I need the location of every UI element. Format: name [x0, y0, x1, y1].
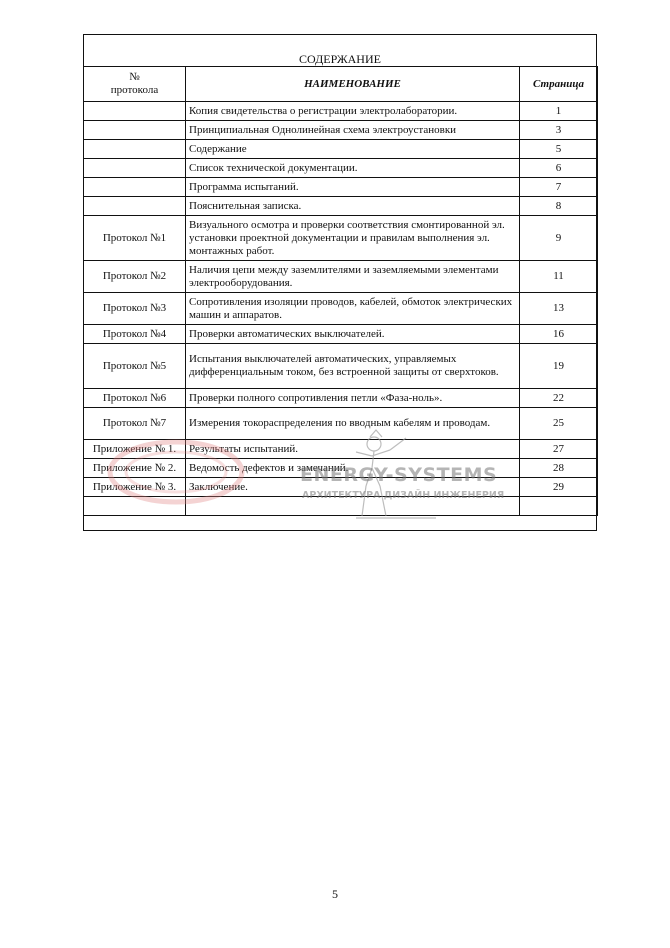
row-protocol: Протокол №6: [84, 389, 186, 408]
row-name: Наличия цепи между заземлителями и заземляемыми элементами электрооборудования.: [186, 261, 520, 293]
row-page: 8: [520, 197, 598, 216]
row-name: Проверки полного сопротивления петли «Фаза-ноль».: [186, 389, 520, 408]
table-row: [84, 197, 598, 216]
table-row: [84, 121, 598, 140]
row-name: Заключение.: [186, 478, 520, 497]
row-page: 9: [520, 216, 598, 261]
row-protocol: [84, 102, 186, 121]
row-page: 29: [520, 478, 598, 497]
table-row: [84, 344, 598, 389]
table-row: [84, 216, 598, 261]
row-protocol: Протокол №4: [84, 325, 186, 344]
row-name: Пояснительная записка.: [186, 197, 520, 216]
table-row: [84, 389, 598, 408]
row-protocol: Протокол №3: [84, 293, 186, 325]
row-protocol: [84, 159, 186, 178]
row-protocol: Приложение № 2.: [84, 459, 186, 478]
table-row: [84, 159, 598, 178]
logo-brand-text: ENERGY-SYSTEMS: [300, 464, 498, 486]
table-row: [84, 140, 598, 159]
row-page: 25: [520, 408, 598, 440]
row-name: Программа испытаний.: [186, 178, 520, 197]
contents-frame: [83, 34, 597, 531]
row-page: 27: [520, 440, 598, 459]
row-page: 13: [520, 293, 598, 325]
page-number: 5: [332, 887, 338, 901]
header-page: Страница: [520, 67, 598, 102]
row-protocol: [84, 178, 186, 197]
table-row: [84, 440, 598, 459]
row-protocol: Протокол №7: [84, 408, 186, 440]
row-name: [186, 497, 520, 516]
row-page: 19: [520, 344, 598, 389]
row-protocol: [84, 197, 186, 216]
table-row: [84, 408, 598, 440]
row-protocol: Приложение № 1.: [84, 440, 186, 459]
row-protocol: [84, 140, 186, 159]
row-name: Принципиальная Однолинейная схема электроустановки: [186, 121, 520, 140]
row-page: 11: [520, 261, 598, 293]
row-page: 16: [520, 325, 598, 344]
contents-title: СОДЕРЖАНИЕ: [299, 52, 381, 66]
table-row: [84, 459, 598, 478]
row-protocol: [84, 497, 186, 516]
row-name: Сопротивления изоляции проводов, кабелей, обмоток электрических машин и аппаратов.: [186, 293, 520, 325]
header-num-label: протокола: [110, 84, 159, 96]
row-name: Копия свидетельства о регистрации электролаборатории.: [186, 102, 520, 121]
row-protocol: Протокол №5: [84, 344, 186, 389]
row-page: [520, 497, 598, 516]
row-name: Проверки автоматических выключателей.: [186, 325, 520, 344]
row-page: 3: [520, 121, 598, 140]
row-name: Испытания выключателей автоматических, управляемых дифференциальным током, без встроенной защиты от сверхтоков.: [186, 344, 520, 389]
contents-table: [83, 66, 598, 516]
row-page: 22: [520, 389, 598, 408]
table-row: [84, 261, 598, 293]
header-name: НАИМЕНОВАНИЕ: [186, 67, 520, 102]
row-protocol: Протокол №2: [84, 261, 186, 293]
row-name: Измерения токораспределения по вводным кабелям и проводам.: [186, 408, 520, 440]
row-name: Ведомость дефектов и замечаний.: [186, 459, 520, 478]
row-page: 1: [520, 102, 598, 121]
row-page: 7: [520, 178, 598, 197]
row-name: Результаты испытаний.: [186, 440, 520, 459]
table-row: [84, 178, 598, 197]
header-num-symbol: №: [129, 71, 140, 83]
table-row: [84, 293, 598, 325]
row-page: 5: [520, 140, 598, 159]
logo-tagline: АРХИТЕКТУРА ДИЗАЙН ИНЖЕНЕРИЯ: [302, 490, 505, 501]
table-row: [84, 325, 598, 344]
row-name: Визуального осмотра и проверки соответствия смонтированной эл. установки проектной документации и правилам выполнения эл. монтажных работ.: [186, 216, 520, 261]
row-name: Список технической документации.: [186, 159, 520, 178]
row-protocol: [84, 121, 186, 140]
row-page: 6: [520, 159, 598, 178]
table-header-row: [84, 67, 598, 102]
row-page: 28: [520, 459, 598, 478]
table-row: [84, 478, 598, 497]
row-protocol: Приложение № 3.: [84, 478, 186, 497]
row-protocol: Протокол №1: [84, 216, 186, 261]
header-protocol-number: [84, 67, 186, 102]
row-name: Содержание: [186, 140, 520, 159]
table-row: [84, 497, 598, 516]
table-row: [84, 102, 598, 121]
